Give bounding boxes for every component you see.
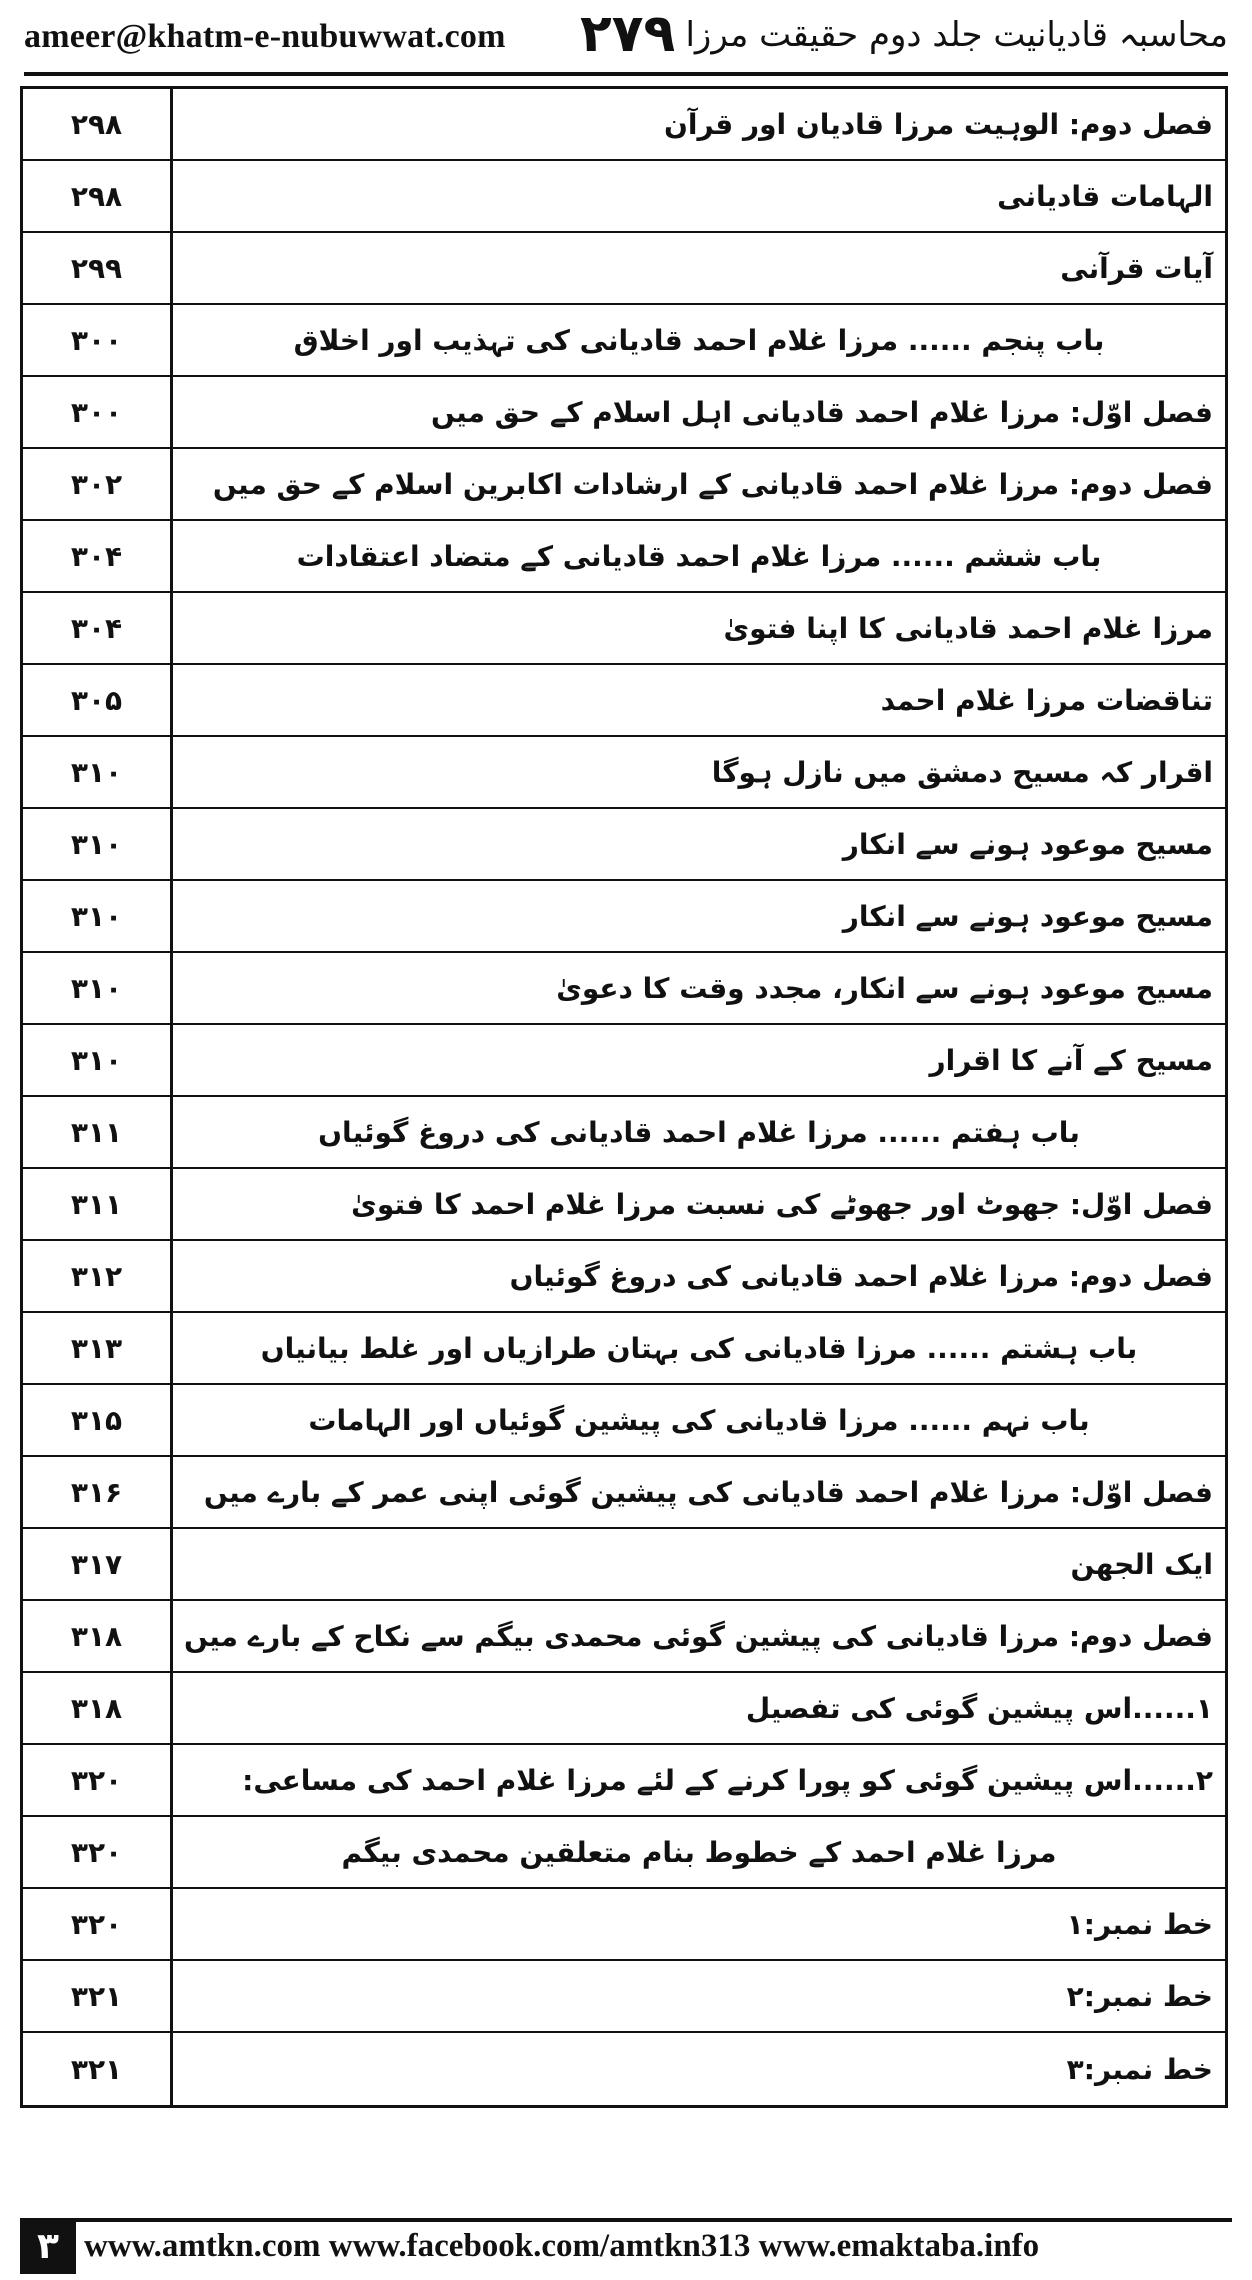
toc-page-number: ۳۰۲ bbox=[23, 449, 173, 519]
toc-entry-title: خط نمبر:۱ bbox=[1066, 1907, 1213, 1941]
footer-links[interactable]: www.amtkn.com www.facebook.com/amtkn313 www.emaktaba.info bbox=[84, 2228, 1040, 2264]
toc-row[interactable] bbox=[23, 1961, 1225, 2033]
toc-row[interactable] bbox=[23, 1745, 1225, 1817]
toc-page-number: ۳۲۱ bbox=[23, 1961, 173, 2031]
toc-entry-title: فصل دوم: الوہیت مرزا قادیان اور قرآن bbox=[663, 107, 1213, 141]
toc-page-number: ۳۱۰ bbox=[23, 881, 173, 951]
toc-page-number: ۲۹۸ bbox=[23, 89, 173, 159]
toc-page-number: ۳۱۶ bbox=[23, 1457, 173, 1527]
toc-row[interactable] bbox=[23, 161, 1225, 233]
toc-row[interactable] bbox=[23, 881, 1225, 953]
toc-row[interactable] bbox=[23, 1385, 1225, 1457]
toc-page-number: ۳۰۴ bbox=[23, 593, 173, 663]
toc-page-number: ۳۲۰ bbox=[23, 1745, 173, 1815]
toc-entry-title: فصل اوّل: جھوٹ اور جھوٹے کی نسبت مرزا غلام احمد کا فتویٰ bbox=[351, 1187, 1213, 1221]
toc-page-number: ۳۱۰ bbox=[23, 953, 173, 1023]
toc-row[interactable] bbox=[23, 1601, 1225, 1673]
toc-entry-title: مرزا غلام احمد کے خطوط بنام متعلقین محمدی بیگم bbox=[341, 1835, 1057, 1869]
header-page-number: ۲۷۹ bbox=[580, 4, 676, 64]
toc-page-number: ۳۲۰ bbox=[23, 1817, 173, 1887]
toc-row[interactable] bbox=[23, 1313, 1225, 1385]
toc-page-number: ۳۱۱ bbox=[23, 1169, 173, 1239]
toc-entry-title: باب ہشتم ...... مرزا قادیانی کی بہتان طرازیاں اور غلط بیانیاں bbox=[260, 1331, 1138, 1365]
footer-divider bbox=[76, 2218, 1232, 2222]
toc-entry-title: خط نمبر:۲ bbox=[1066, 1979, 1213, 2013]
toc-row[interactable] bbox=[23, 953, 1225, 1025]
toc-row[interactable] bbox=[23, 1241, 1225, 1313]
toc-entry-title: باب ششم ...... مرزا غلام احمد قادیانی کے متضاد اعتقادات bbox=[296, 539, 1102, 573]
page-footer bbox=[20, 2218, 1232, 2274]
toc-row[interactable] bbox=[23, 1097, 1225, 1169]
toc-row[interactable] bbox=[23, 377, 1225, 449]
header-book-title: محاسبہ قادیانیت جلد دوم حقیقت مرزا bbox=[685, 15, 1228, 55]
toc-entry-title: مسیح موعود ہونے سے انکار، مجدد وقت کا دعویٰ bbox=[556, 971, 1213, 1005]
toc-entry-title: مسیح موعود ہونے سے انکار bbox=[842, 899, 1213, 933]
toc-page-number: ۳۰۰ bbox=[23, 377, 173, 447]
toc-page-number: ۳۱۲ bbox=[23, 1241, 173, 1311]
toc-entry-title: مسیح کے آنے کا اقرار bbox=[929, 1043, 1213, 1077]
toc-page-number: ۳۰۵ bbox=[23, 665, 173, 735]
toc-row[interactable] bbox=[23, 1889, 1225, 1961]
toc-row[interactable] bbox=[23, 1457, 1225, 1529]
toc-page-number: ۳۰۴ bbox=[23, 521, 173, 591]
toc-entry-title: خط نمبر:۳ bbox=[1066, 2052, 1213, 2086]
toc-row[interactable] bbox=[23, 305, 1225, 377]
toc-page-number: ۳۲۰ bbox=[23, 1889, 173, 1959]
toc-entry-title: الہامات قادیانی bbox=[997, 179, 1213, 213]
toc-row[interactable] bbox=[23, 1673, 1225, 1745]
toc-page-number: ۳۱۵ bbox=[23, 1385, 173, 1455]
toc-row[interactable] bbox=[23, 593, 1225, 665]
toc-row[interactable] bbox=[23, 737, 1225, 809]
toc-page-number: ۳۱۰ bbox=[23, 1025, 173, 1095]
toc-row[interactable] bbox=[23, 449, 1225, 521]
toc-row[interactable] bbox=[23, 233, 1225, 305]
toc-row[interactable] bbox=[23, 1169, 1225, 1241]
toc-entry-title: فصل اوّل: مرزا غلام احمد قادیانی کی پیشین گوئی اپنی عمر کے بارے میں bbox=[203, 1475, 1213, 1509]
toc-page-number: ۳۰۰ bbox=[23, 305, 173, 375]
toc-page-number: ۳۱۰ bbox=[23, 809, 173, 879]
header-email[interactable]: ameer@khatm-e-nubuwwat.com bbox=[24, 18, 506, 55]
toc-row[interactable] bbox=[23, 1529, 1225, 1601]
toc-entry-title: مرزا غلام احمد قادیانی کا اپنا فتویٰ bbox=[723, 611, 1213, 645]
toc-page-number: ۳۱۰ bbox=[23, 737, 173, 807]
toc-entry-title: فصل اوّل: مرزا غلام احمد قادیانی اہل اسلام کے حق میں bbox=[430, 395, 1213, 429]
toc-row[interactable] bbox=[23, 89, 1225, 161]
toc-page-number: ۳۱۱ bbox=[23, 1097, 173, 1167]
toc-entry-title: باب نہم ...... مرزا قادیانی کی پیشین گوئیاں اور الہامات bbox=[308, 1403, 1090, 1437]
toc-entry-title: باب ہفتم ...... مرزا غلام احمد قادیانی کی دروغ گوئیاں bbox=[318, 1115, 1080, 1149]
toc-entry-title: فصل دوم: مرزا غلام احمد قادیانی کی دروغ گوئیاں bbox=[509, 1259, 1213, 1293]
toc-row[interactable] bbox=[23, 809, 1225, 881]
toc-entry-title: ۲......اس پیشین گوئی کو پورا کرنے کے لئے مرزا غلام احمد کی مساعی: bbox=[242, 1763, 1213, 1797]
toc-page-number: ۳۱۷ bbox=[23, 1529, 173, 1599]
toc-page-number: ۲۹۸ bbox=[23, 161, 173, 231]
footer-page-badge: ۳ bbox=[20, 2218, 76, 2274]
page-header bbox=[24, 0, 1228, 84]
table-of-contents bbox=[20, 86, 1228, 2108]
toc-row[interactable] bbox=[23, 1025, 1225, 1097]
toc-row[interactable] bbox=[23, 2033, 1225, 2105]
toc-page-number: ۳۱۳ bbox=[23, 1313, 173, 1383]
toc-entry-title: تناقضات مرزا غلام احمد bbox=[880, 683, 1213, 717]
toc-entry-title: ایک الجھن bbox=[1070, 1547, 1213, 1581]
toc-page-number: ۳۲۱ bbox=[23, 2033, 173, 2105]
header-divider bbox=[24, 72, 1228, 76]
toc-entry-title: آیات قرآنی bbox=[1060, 251, 1213, 285]
toc-entry-title: ۱......اس پیشین گوئی کی تفصیل bbox=[745, 1691, 1213, 1725]
toc-row[interactable] bbox=[23, 1817, 1225, 1889]
toc-page-number: ۳۱۸ bbox=[23, 1673, 173, 1743]
toc-entry-title: فصل دوم: مرزا قادیانی کی پیشین گوئی محمدی بیگم سے نکاح کے بارے میں bbox=[184, 1619, 1213, 1653]
toc-row[interactable] bbox=[23, 665, 1225, 737]
toc-entry-title: فصل دوم: مرزا غلام احمد قادیانی کے ارشادات اکابرین اسلام کے حق میں bbox=[212, 467, 1213, 501]
toc-entry-title: باب پنجم ...... مرزا غلام احمد قادیانی کی تہذیب اور اخلاق bbox=[293, 323, 1105, 357]
toc-page-number: ۲۹۹ bbox=[23, 233, 173, 303]
toc-entry-title: اقرار کہ مسیح دمشق میں نازل ہوگا bbox=[711, 755, 1213, 789]
toc-row[interactable] bbox=[23, 521, 1225, 593]
toc-page-number: ۳۱۸ bbox=[23, 1601, 173, 1671]
toc-entry-title: مسیح موعود ہونے سے انکار bbox=[842, 827, 1213, 861]
